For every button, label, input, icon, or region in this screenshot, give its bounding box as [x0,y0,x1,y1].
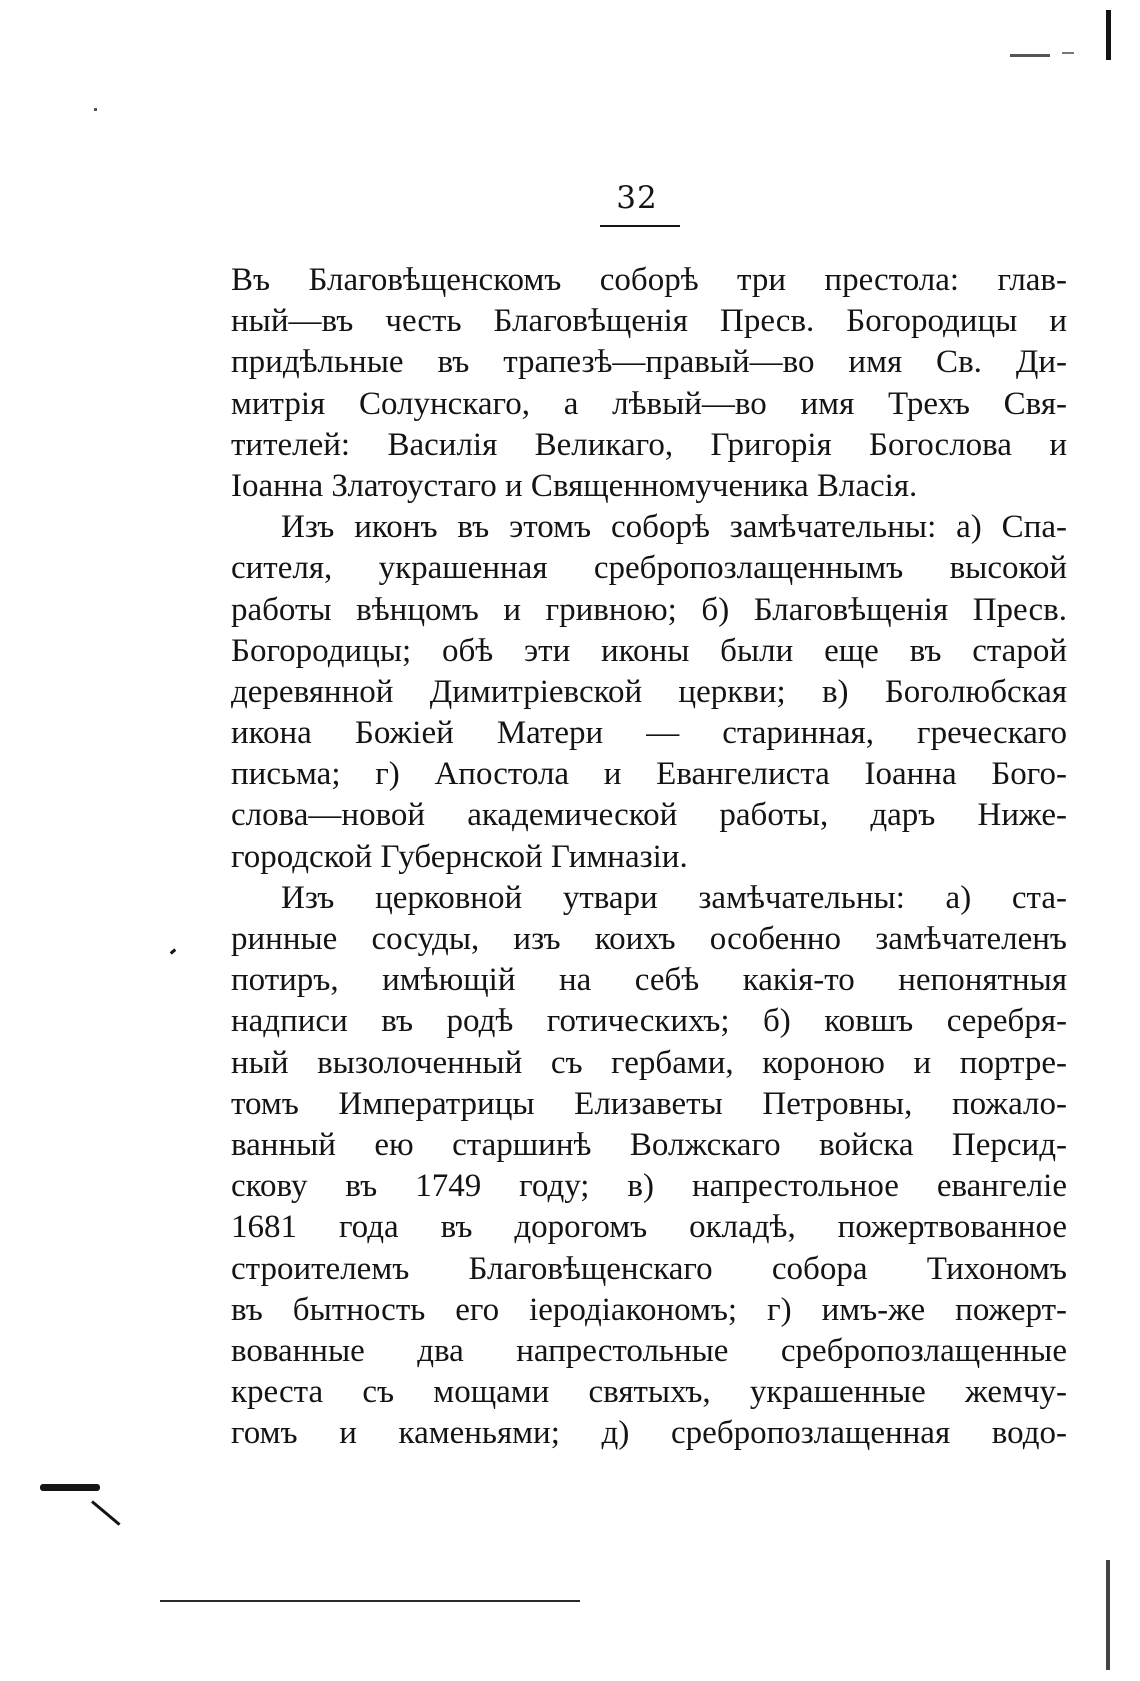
body-text [231,260,1067,1454]
text-line: надписи въ родѣ готическихъ; б) ковшъ серебря- [231,1003,1067,1040]
text-line: тителей: Василія Великаго, Григорія Богослова и [231,426,1067,463]
paragraph-3 [231,878,1067,1455]
scan-mark-left-tail [91,1500,121,1525]
scan-dot [94,108,97,111]
text-line: въ бытность его іеродіакономъ; г) имъ-же пожерт- [231,1291,1067,1328]
text-line: Изъ церковной утвари замѣчательны: а) ста- [281,879,1067,916]
margin-tick [170,948,177,954]
text-line: сителя, украшенная сребропозлащеннымъ высокой [231,550,1067,587]
text-line: ванный ею старшинѣ Волжскаго войска Персид- [231,1126,1067,1163]
text-line: Въ Благовѣщенскомъ соборѣ три престола: глав- [231,262,1067,298]
text-line: деревянной Димитріевской церкви; в) Боголюбская [231,673,1067,710]
text-line: придѣльные въ трапезѣ—правый—во имя Св. Ди- [231,344,1067,381]
text-line: Іоанна Златоустаго и Священномученика Власія. [231,467,918,504]
text-line: скову въ 1749 году; в) напрестольное евангеліе [231,1168,1067,1205]
text-line: ринные сосуды, изъ коихъ особенно замѣчателенъ [231,921,1067,957]
text-line: Изъ иконъ въ этомъ соборѣ замѣчательны: а) Спа- [281,509,1067,546]
paragraph-2 [231,507,1067,878]
text-line: работы вѣнцомъ и гривною; б) Благовѣщенія Пресв. [231,591,1067,628]
text-line: икона Божіей Матери — старинная, греческаго [231,715,1067,752]
text-line: ный вызолоченный съ гербами, короною и портре- [231,1044,1067,1081]
text-line: Богородицы; обѣ эти иконы были еще въ старой [231,632,1067,669]
text-line: митрія Солунскаго, а лѣвый—во имя Трехъ Свя- [231,385,1067,422]
paragraph-1 [231,260,1067,507]
text-line: 1681 года въ дорогомъ окладѣ, пожертвованное [231,1209,1067,1246]
scan-mark-left [40,1484,100,1491]
text-line: вованные два напрестольные сребропозлащенные [231,1332,1067,1369]
text-line: потиръ, имѣющій на себѣ какія-то непонятныя [231,962,1067,999]
text-line: ный—въ честь Благовѣщенія Пресв. Богородицы и [231,303,1067,340]
page-number: 32 [616,180,658,216]
scan-mark-top-dash-small [1062,52,1074,54]
scan-mark-top-dash [1010,54,1050,57]
text-line: строителемъ Благовѣщенскаго собора Тихономъ [231,1250,1067,1287]
text-line: гомъ и каменьями; д) сребропозлащенная водо- [231,1415,1067,1452]
text-line: слова—новой академической работы, даръ Ниже- [231,797,1067,834]
text-line: городской Губернской Гимназіи. [231,838,688,875]
bottom-rule [160,1600,580,1602]
text-line: креста съ мощами святыхъ, украшенные жемчу- [231,1374,1067,1411]
scan-mark-right-edge [1106,1560,1110,1670]
page-number-underline [600,225,680,227]
text-line: томъ Императрицы Елизаветы Петровны, пожало- [231,1085,1067,1122]
scan-mark-top-right [1106,10,1111,60]
text-line: письма; г) Апостола и Евангелиста Іоанна Бого- [231,756,1067,793]
